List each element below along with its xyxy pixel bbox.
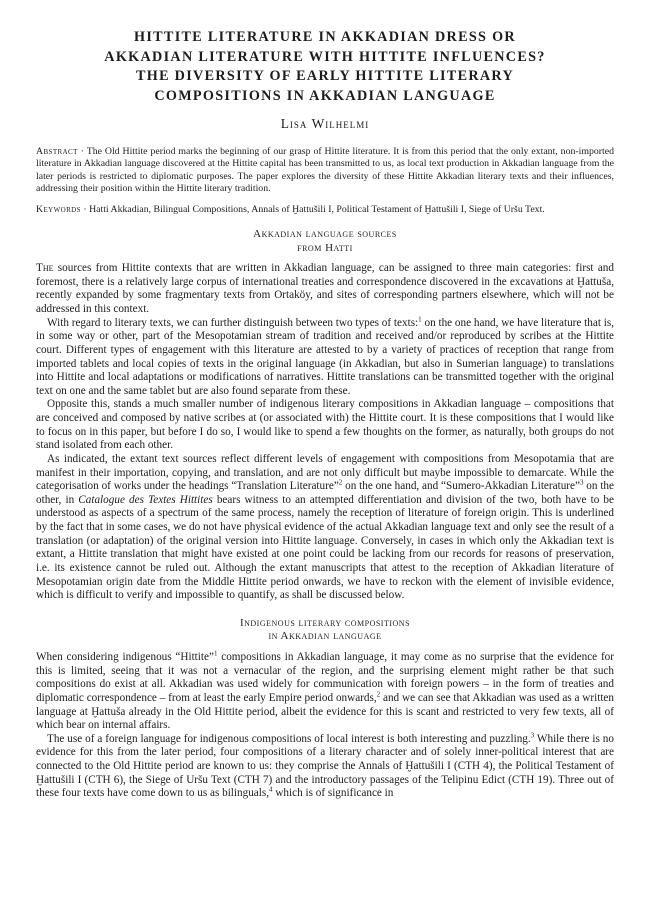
abstract <box>36 146 614 196</box>
paragraph-text: on the one hand, and “Sumero-Akkadian Literature” <box>342 480 580 493</box>
paragraph-text: Opposite this, stands a much smaller number of indigenous literary compositions in Akkadian language – compositions that are conceived and composed by native scribes at (or associated with) the Hittite court. It is these compositions that I would like to focus on in this paper, but before I do so, I would like to spend a few thoughts on the former, as naturally, both groups do not stand isolated from each other. <box>36 398 614 452</box>
paragraph <box>36 314 615 399</box>
section-heading-line: from Hatti <box>297 241 353 254</box>
paragraph <box>36 733 614 801</box>
keywords <box>36 204 614 216</box>
section-heading-line: in Akkadian language <box>268 630 382 643</box>
paragraph-text: sources from Hittite contexts that are written in Akkadian language, can be assigned to three main categories: first and foremost, there is a relatively large corpus of international treaties and correspondence discovered in the excavations at Ḫattuša, recently expanded by some fragmentary texts from Ortaköy, and sites of corresponding partners elsewhere, which will not be addressed in this context. <box>36 262 614 316</box>
abstract-label: Abstract <box>36 146 78 157</box>
paragraph-text: The use of a foreign language for indigenous compositions of local interest is both interesting and puzzling. <box>47 732 531 745</box>
section-body <box>36 651 614 801</box>
paragraph <box>36 262 614 317</box>
paper-title <box>36 28 614 106</box>
paragraph-text: on the one hand, we have literature that is, in some way or other, part of the Mesopotamian stream of tradition and received and/or reproduced by scribes at the Hittite court. Different types of engagement with this literature are attested to by a variety of practices of reception that range from imported tablets and local copies of texts in the original language (in Akkadian, but also in Sumerian language) to translations into Hittite and local adaptations or modifications of narratives. Hittite translations can be transmitted together with the original text on one and the same tablet but are also found separate from these. <box>36 316 615 397</box>
footnote-ref[interactable]: 3 <box>579 478 584 487</box>
paragraph <box>36 651 614 733</box>
footnote-ref[interactable]: 4 <box>269 785 273 794</box>
section-heading-line: Indigenous literary compositions <box>239 616 411 629</box>
paragraph-text: which is of significance in <box>272 787 394 800</box>
paragraph-text: compositions in Akkadian language, it may come as no surprise that the evidence for this is limited, seeing that it was not a vernacular of the region, and the surprising element might rather be that such compositions do exist at all. Akkadian was used widely for communication with foreign powers – in the form of treaties and diplomatic correspondence – from at least the early Empire period onwards, <box>36 651 614 704</box>
paragraph-text: bears witness to an attempted differentiation and division of the two, both have to be understood as aspects of a spectrum of the same process, namely the reception of literature of foreign origin. This is underlined by the fact that in some cases, we do not have physical evidence of the actual Akkadian language text and only see the result of a translation (or adaptation) of the original version into Hittite language. Conversely, in cases in which only the Akkadian text is extant, a Hittite translation that might have existed at one point could be lacking from our records for reasons of preservation, i.e. its existence cannot be ruled out. Although the extant manuscripts that attest to the reception of Akkadian literature of Mesopotamian origin date from the Middle Hittite period onwards, we have to reckon with the element of invisible evidence, which is difficult to verify and impossible to quantify, as shall be discussed below. <box>36 493 614 602</box>
footnote-ref[interactable]: 2 <box>376 690 381 699</box>
footnote-ref[interactable]: 1 <box>213 649 218 658</box>
paragraph-text: When considering indigenous “Hittite” <box>36 651 214 664</box>
footnote-ref[interactable]: 3 <box>530 731 535 740</box>
paragraph <box>36 453 614 603</box>
keywords-text: Hatti Akkadian, Bilingual Compositions, Annals of Ḫattušili I, Political Testament of Ḫattušili I, Siege of Uršu Text. <box>89 203 545 215</box>
title-line: THE DIVERSITY OF EARLY HITTITE LITERARY <box>135 68 515 84</box>
keywords-separator: · <box>80 203 90 215</box>
paragraph-lead: The <box>36 262 54 275</box>
section-heading-line: Akkadian language sources <box>253 228 397 241</box>
title-line: AKKADIAN LITERATURE WITH HITTITE INFLUENCES? <box>104 48 546 65</box>
abstract-separator: · <box>77 146 87 157</box>
title-line: HITTITE LITERATURE IN AKKADIAN DRESS OR <box>134 29 516 45</box>
section-heading <box>36 617 614 644</box>
author-name: Lisa Wilhelmi <box>280 116 370 131</box>
paragraph-text: While there is no evidence for this from the later period, four compositions of a literary character and of solely inner-political interest that are connected to the Old Hittite period are known to us: they comprise the Annals of Ḫattušili I (CTH 4), the Political Testament of Ḫattušili I (CTH 6), the Siege of Uršu Text (CTH 7) and the introductory passages of the Telipinu Edict (CTH 19). Three out of these four texts have come down to us as bilinguals, <box>36 732 614 800</box>
section-heading <box>36 228 614 255</box>
keywords-label: Keywords <box>36 203 81 215</box>
paragraph-text: With regard to literary texts, we can further distinguish between two types of texts: <box>47 316 419 329</box>
paragraph-text: and we can see that Akkadian was used as a written language at Ḫattuša already in the Old Hittite period, albeit the evidence for this is scant and restricted to very few texts, all of which bear on internal affairs. <box>36 691 614 732</box>
footnote-ref[interactable]: 1 <box>418 314 422 323</box>
paragraph-text: As indicated, the extant text sources reflect different levels of engagement with compositions from Mesopotamia that are manifest in their importation, copying, and translation, and are not only difficult but maybe impossible to demarcate. While the categorisation of works under the headings “Translation Literature” <box>36 452 614 493</box>
abstract-text: The Old Hittite period marks the beginning of our grasp of Hittite literature. It is from this period that the only extant, non-imported literature in Akkadian language discovered at the Hittite capital has been transmitted to us, as local text production in Akkadian language from the later periods is restricted to diplomatic purposes. The paper explores the diversity of these Hittite Akkadian literary texts and their influences, addressing their position within the Hittite literary tradition. <box>36 146 614 195</box>
title-line: COMPOSITIONS IN AKKADIAN LANGUAGE <box>154 87 496 104</box>
italic-title: Catalogue des Textes Hittites <box>78 493 213 506</box>
paragraph <box>36 398 614 453</box>
section-body <box>36 262 614 603</box>
footnote-ref[interactable]: 2 <box>338 478 343 487</box>
paragraph-text: on the other, in <box>36 480 614 506</box>
